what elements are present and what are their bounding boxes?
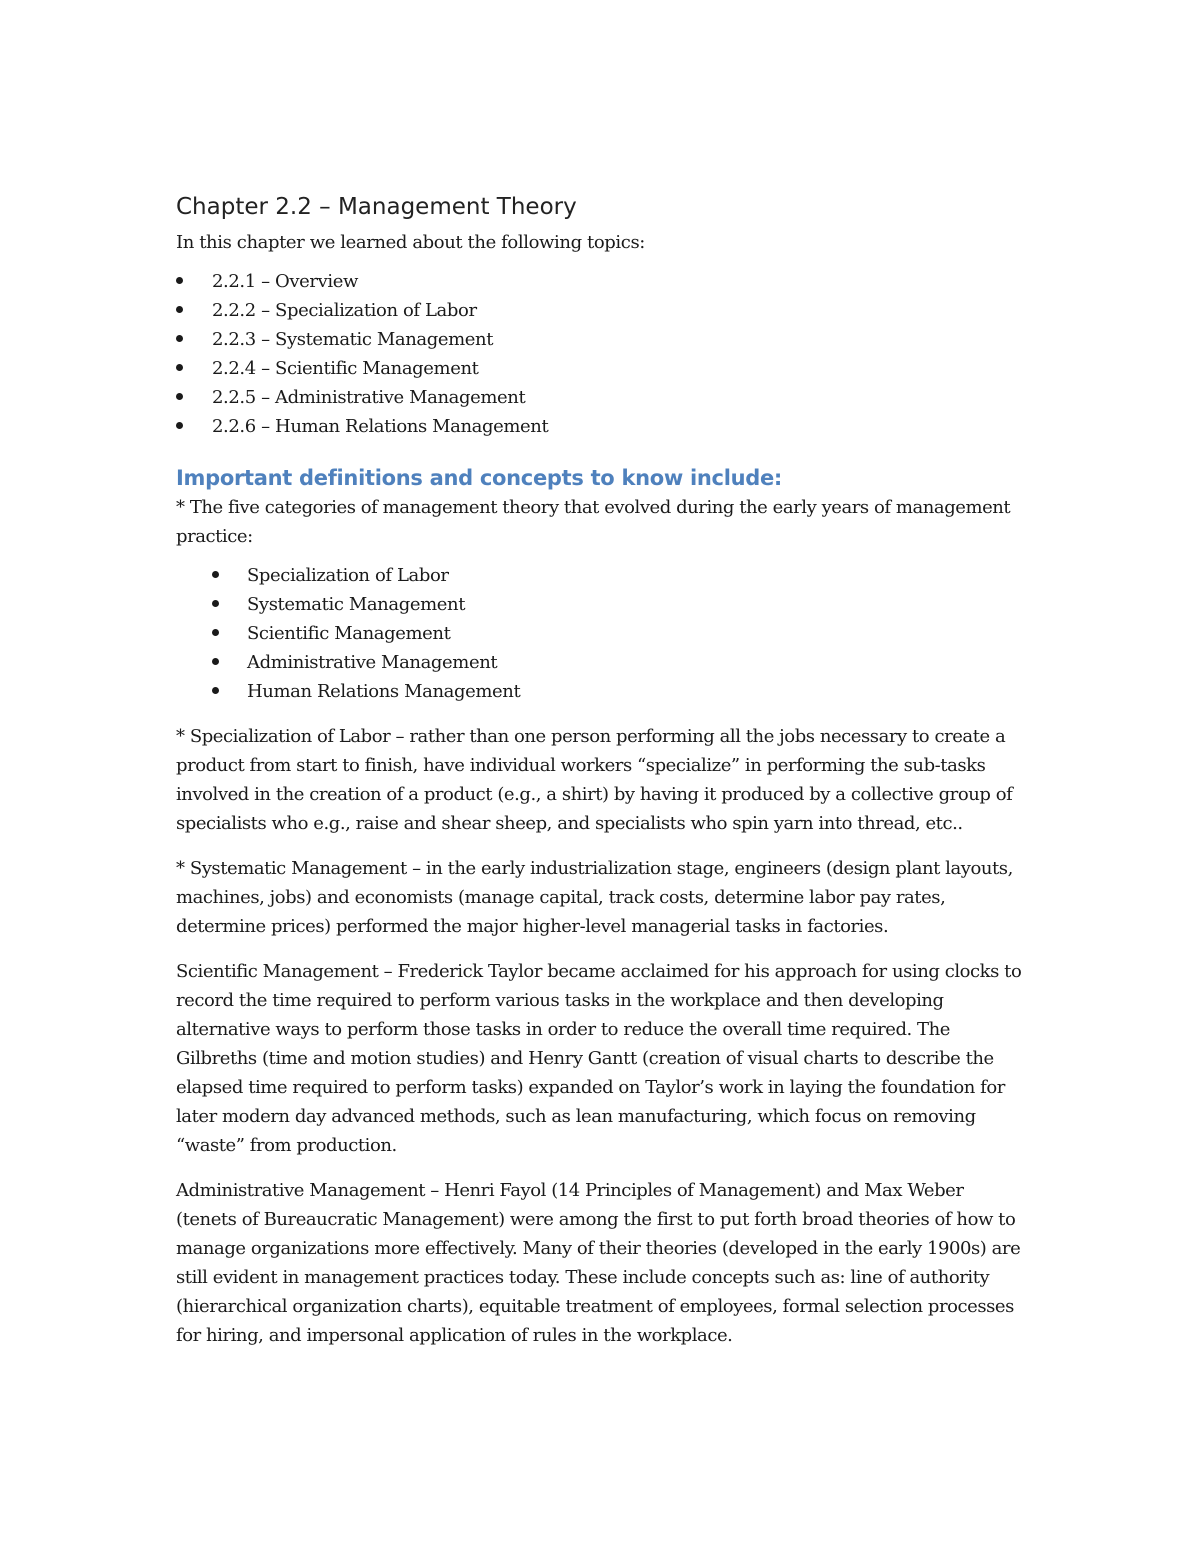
list-item-text: 2.2.3 – Systematic Management — [212, 329, 494, 350]
list-item-text: 2.2.4 – Scientific Management — [212, 358, 479, 379]
list-item-text: 2.2.2 – Specialization of Labor — [212, 300, 477, 321]
list-item-text: 2.2.1 – Overview — [212, 271, 359, 292]
document-content — [176, 192, 1026, 1350]
list-item — [212, 648, 1026, 677]
list-item-text: Human Relations Management — [247, 681, 521, 702]
chapter-title: Chapter 2.2 – Management Theory — [176, 194, 577, 220]
bullet-icon — [176, 364, 183, 371]
list-item — [176, 354, 1026, 383]
bullet-icon — [212, 629, 219, 636]
bullet-icon — [176, 393, 183, 400]
list-item — [176, 267, 1026, 296]
bullet-icon — [176, 277, 183, 284]
categories-list — [212, 561, 1026, 706]
definitions-heading: Important definitions and concepts to know include: — [176, 466, 783, 490]
list-item — [212, 619, 1026, 648]
administrative-paragraph: Administrative Management – Henri Fayol (14 Principles of Management) and Max Weber (tenets of Bureaucratic Management) were among the first to put forth broad theories of how to manage organizations more effectively. Many of their theories (developed in the early 1900s) are still evident in management practices today. These include concepts such as: line of authority (hierarchical organization charts), equitable treatment of employees, formal selection processes for hiring, and impersonal application of rules in the workplace. — [176, 1180, 1021, 1346]
list-item — [176, 296, 1026, 325]
specialization-paragraph: * Specialization of Labor – rather than one person performing all the jobs necessary to create a product from start to finish, have individual workers “specialize” in performing the sub-tasks involved in the creation of a product (e.g., a shirt) by having it produced by a collective group of specialists who e.g., raise and shear sheep, and specialists who spin yarn into thread, etc.. — [176, 726, 1013, 834]
bullet-icon — [176, 422, 183, 429]
list-item-text: Specialization of Labor — [247, 565, 449, 586]
list-item — [176, 325, 1026, 354]
scientific-paragraph: Scientific Management – Frederick Taylor became acclaimed for his approach for using clocks to record the time required to perform various tasks in the workplace and then developing alternative ways to perform those tasks in order to reduce the overall time required. The Gilbreths (time and motion studies) and Henry Gantt (creation of visual charts to describe the elapsed time required to perform tasks) expanded on Taylor’s work in laying the foundation for later modern day advanced methods, such as lean manufacturing, which focus on removing “waste” from production. — [176, 961, 1022, 1156]
five-categories-intro: * The five categories of management theory that evolved during the early years of management practice: — [176, 497, 1011, 547]
list-item — [176, 412, 1026, 441]
list-item-text: Scientific Management — [247, 623, 451, 644]
bullet-icon — [212, 658, 219, 665]
list-item-text: Administrative Management — [247, 652, 498, 673]
list-item-text: 2.2.5 – Administrative Management — [212, 387, 526, 408]
bullet-icon — [212, 600, 219, 607]
list-item — [176, 383, 1026, 412]
bullet-icon — [212, 687, 219, 694]
list-item-text: 2.2.6 – Human Relations Management — [212, 416, 549, 437]
list-item — [212, 561, 1026, 590]
topics-list — [176, 267, 1026, 441]
list-item — [212, 677, 1026, 706]
list-item-text: Systematic Management — [247, 594, 466, 615]
systematic-paragraph: * Systematic Management – in the early industrialization stage, engineers (design plant layouts, machines, jobs) and economists (manage capital, track costs, determine labor pay rates, determine prices) performed the major higher-level managerial tasks in factories. — [176, 858, 1013, 937]
chapter-intro: In this chapter we learned about the following topics: — [176, 232, 645, 253]
list-item — [212, 590, 1026, 619]
bullet-icon — [212, 571, 219, 578]
bullet-icon — [176, 306, 183, 313]
bullet-icon — [176, 335, 183, 342]
